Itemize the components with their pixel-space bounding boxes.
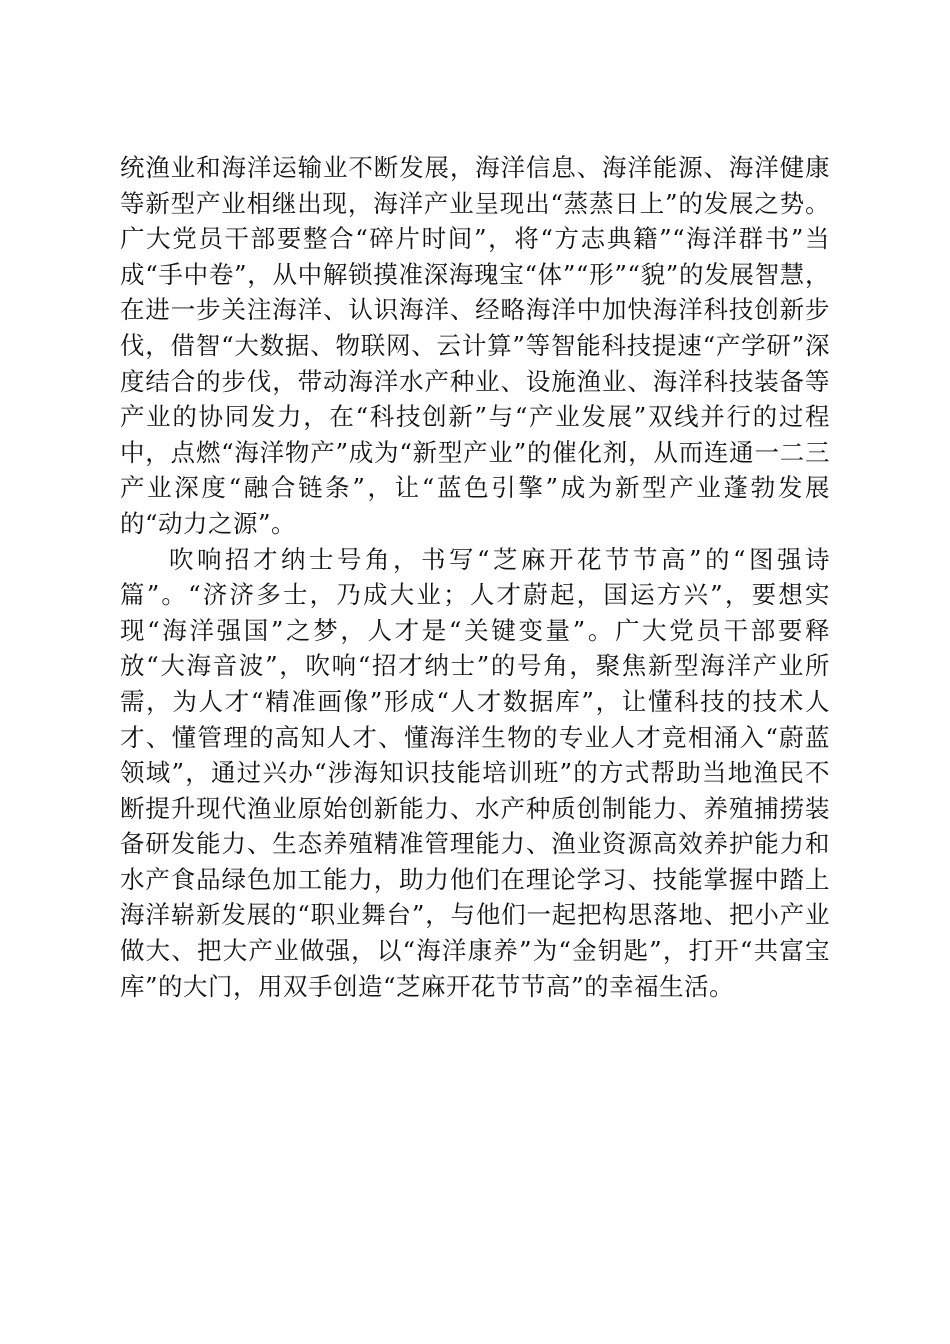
document-body (120, 150, 830, 1004)
paragraph-continued: 统渔业和海洋运输业不断发展，海洋信息、海洋能源、海洋健康等新型产业相继出现，海洋产业呈现出“蒸蒸日上”的发展之势。广大党员干部要整合“碎片时间”，将“方志典籍”“海洋群书”当成“手中卷”，从中解锁摸准深海瑰宝“体”“形”“貌”的发展智慧，在进一步关注海洋、认识海洋、经略海洋中加快海洋科技创新步伐，借智“大数据、物联网、云计算”等智能科技提速“产学研”深度结合的步伐，带动海洋水产种业、设施渔业、海洋科技装备等产业的协同发力，在“科技创新”与“产业发展”双线并行的过程中，点燃“海洋物产”成为“新型产业”的催化剂，从而连通一二三产业深度“融合链条”，让“蓝色引擎”成为新型产业蓬勃发展的“动力之源”。 (120, 153, 830, 538)
paragraph-talent: 吹响招才纳士号角，书写“芝麻开花节节高”的“图强诗篇”。“济济多士，乃成大业；人才蔚起，国运方兴”，要想实现“海洋强国”之梦，人才是“关键变量”。广大党员干部要释放“大海音波”，吹响“招才纳士”的号角，聚焦新型海洋产业所需，为人才“精准画像”形成“人才数据库”，让懂科技的技术人才、懂管理的高知人才、懂海洋生物的专业人才竞相涌入“蔚蓝领域”，通过兴办“涉海知识技能培训班”的方式帮助当地渔民不断提升现代渔业原始创新能力、水产种质创制能力、养殖捕捞装备研发能力、生态养殖精准管理能力、渔业资源高效养护能力和水产食品绿色加工能力，助力他们在理论学习、技能掌握中踏上海洋崭新发展的“职业舞台”，与他们一起把构思落地、把小产业做大、把大产业做强，以“海洋康养”为“金钥匙”，打开“共富宝库”的大门，用双手创造“芝麻开花节节高”的幸福生活。 (120, 544, 830, 1001)
